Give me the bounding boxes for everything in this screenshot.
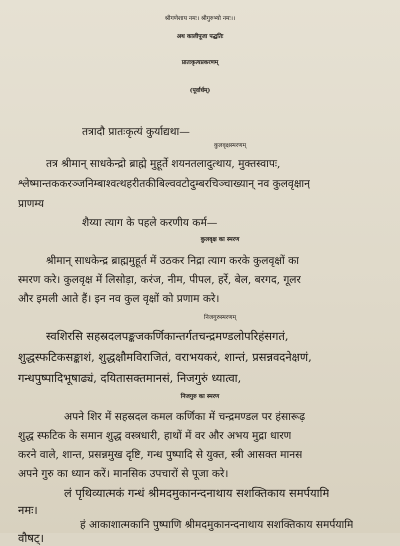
verse-line: शुद्धस्फटिकसङ्काशं, शुद्धक्षौमविराजितं, वराभयकरं, शान्तं, प्रसन्नवदनेक्षणं, [18, 350, 312, 364]
page-title: अथ कालीपूजा पद्धतिः [176, 34, 224, 40]
part-label: (पूर्वार्धम्) [189, 88, 211, 94]
mantra-line: नमः। [18, 503, 38, 517]
paragraph-line: और इमली आते हैं। इन नव कुल वृक्षों को प्रणाम करे। [18, 293, 220, 305]
invocation-line: श्रीगणेशाय नमः। श्रीगुरुभ्यो नमः।। [164, 16, 236, 22]
paragraph-line: अपने शिर में सहस्रदल कमल कर्णिका में चन्द्रमण्डल पर हंसारूढ़ [64, 411, 306, 423]
paragraph-line: करने वाले, शान्त, प्रसन्नमुख दृष्टि, गन्ध पुष्पादि से युक्त, स्त्री आसक्त मानस [18, 449, 303, 461]
section-heading-kulavriksha-sanskrit: कुलवृक्षस्मरणम् [213, 143, 247, 149]
hindi-note: शैय्या त्याग के पहले करणीय कर्म— [82, 217, 218, 229]
verse-line: स्वशिरसि सहस्रदलपङ्कजकर्णिकान्तर्गतचन्द्रमण्डलोपरिहंसगतं, [46, 329, 289, 343]
paragraph-line: अपने गुरु का ध्यान करें। मानसिक उपचारों से पूजा करे। [18, 468, 229, 480]
page-subtitle: प्रातःकृत्यप्रकरणम् [181, 60, 219, 66]
verse-line: श्लेष्मान्तककरञ्जनिम्बाश्वत्थहरीतकीबिल्ववटोदुम्बरचिञ्चाख्यान् नव कुलवृक्षान् [18, 178, 311, 190]
section-heading-nijaguru-sanskrit: निजगुरुस्मरणम् [203, 315, 236, 321]
mantra-line: लं पृथिव्यात्मकं गन्धं श्रीमदमुकानन्दनाथाय सशक्तिकाय समर्पयामि [64, 486, 330, 500]
paragraph-line: स्मरण करे। कुलवृक्ष में लिसोड़ा, करंज, नीम, पीपल, हर्रे, बेल, बरगद, गूलर [18, 274, 301, 286]
mantra-line: वौषट्। [18, 531, 44, 545]
verse-line: गन्धपुष्पादिभूषाढ्यं, दयितासक्तमानसं, निजगुरुं ध्यात्वा, [18, 371, 242, 385]
verse-line: प्राणम्य [18, 198, 45, 210]
section-heading-nijaguru-hindi: निजगुरु का स्मरण [180, 393, 220, 400]
intro-line: तत्रादौ प्रातःकृत्यं कुर्याद्यथा— [82, 126, 190, 138]
paragraph-line: शुद्ध स्फटिक के समान शुद्ध वस्त्रधारी, हाथों में वर और अभय मुद्रा धारण [18, 430, 292, 442]
verse-line: तत्र श्रीमान् साधकेन्द्रो ब्राह्मे मुहूर्ते शयनतलादुत्थाय, मुक्तस्वापः, [46, 158, 281, 170]
mantra-line: हं आकाशात्मकानि पुष्पाणि श्रीमदमुकानन्दनाथाय सशक्तिकाय समर्पयामि [80, 519, 354, 531]
section-heading-kulavriksha-hindi: कुलवृक्ष का स्मरण [200, 236, 240, 243]
paragraph-line: श्रीमान् साधकेन्द्र ब्राह्ममुहूर्त में उठकर निद्रा त्याग करके कुलवृक्षों का [46, 255, 299, 267]
